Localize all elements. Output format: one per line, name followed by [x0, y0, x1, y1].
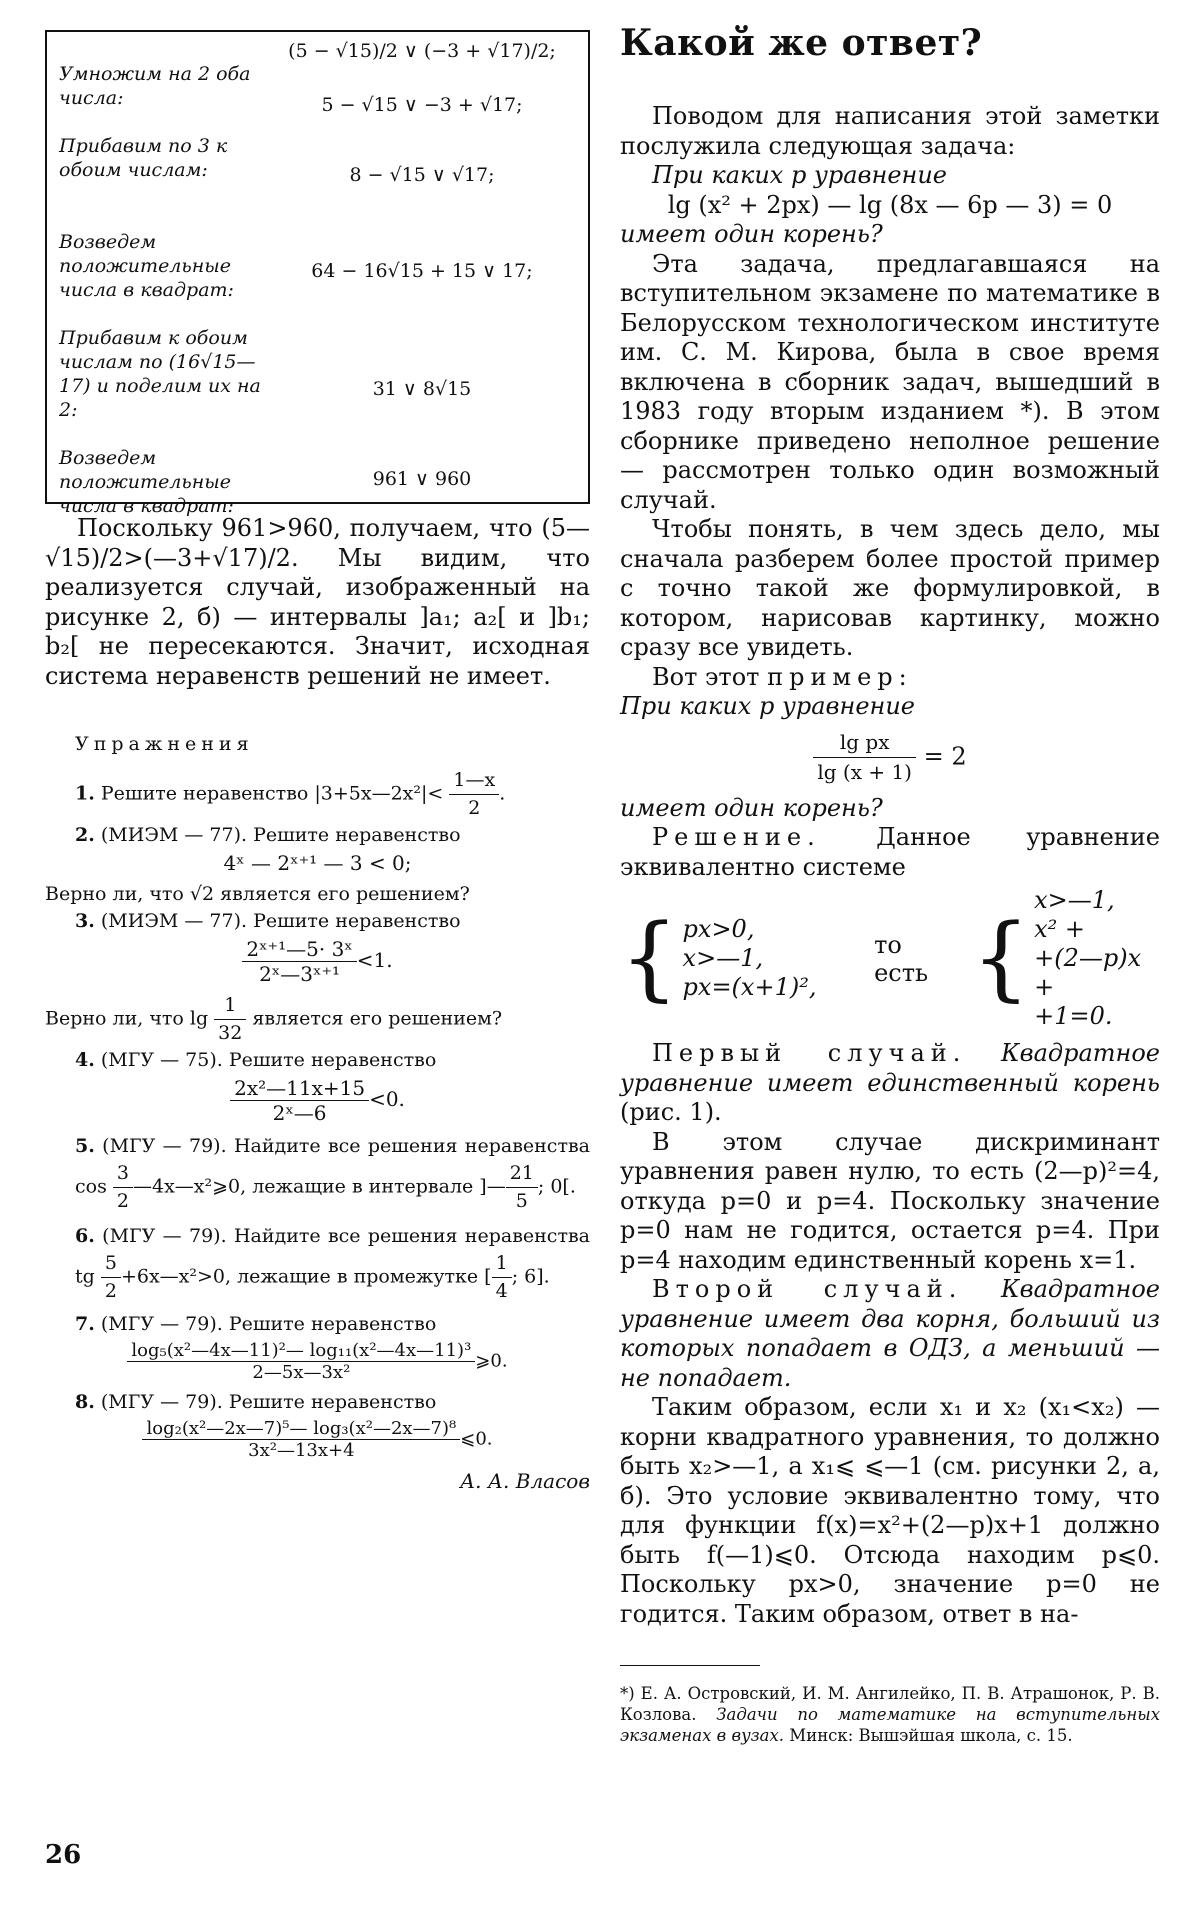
footnote-divider	[620, 1665, 760, 1666]
exercise-2: 2. (МИЭМ — 77). Решите неравенство	[75, 824, 461, 846]
box-expr: 8 − √15 ∨ √17;	[349, 164, 495, 186]
case-1-body: В этом случае дискриминант уравнения равен нулю, то есть (2—p)²=4, откуда p=0 и p=4. Поскольку значение p=0 нам не годится, остается p=4. При p=4 находим единственный корень x=1.	[620, 1127, 1160, 1274]
brace-left: {	[620, 904, 679, 1012]
box-label: Умножим на 2 оба числа:	[59, 63, 251, 109]
system-equations: { px>0, x>—1, px=(x+1)², то есть { x>—1, x² + +(2—p)x + +1=0.	[620, 886, 1142, 1030]
approach-paragraph: Чтобы понять, в чем здесь дело, мы сначала разберем более простой пример с точно такой же формулировкой, в котором, нарисовав картинку, можно сразу все увидеть.	[620, 515, 1160, 661]
context-paragraph: Эта задача, предлагавшаяся на вступительном экзамене по математике в Белорусском технологическом институте им. С. М. Кирова, была в свое время включена в сборник задач, вышедший в 1983 году вторым изданием *). В этом сборнике приведено неполное решение — рассмотрен только один возможный случай.	[620, 249, 1160, 514]
exercise-8: 8. (МГУ — 79). Решите неравенство	[75, 1391, 437, 1413]
comparison-box	[45, 30, 590, 517]
intro-paragraph: Поводом для написания этой заметки послужила следующая задача:	[620, 102, 1160, 160]
right-column	[620, 22, 1160, 1762]
solution-paragraph: Решение. Данное уравнение эквивалентно системе	[620, 823, 1160, 881]
exercise-6: 6. (МГУ — 79). Найдите все решения неравенства tg $\frac{5}{2}$ +6x—x²>0, лежащие в промежутке [ $\frac{1}{4}$ ; 6].	[75, 1225, 590, 1302]
box-label: Возведем положительные числа в квадрат:	[59, 231, 234, 301]
page-number: 26	[45, 1840, 82, 1870]
box-expr: 961 ∨ 960	[372, 468, 472, 490]
case-2: Второй случай. Квадратное уравнение имеет два корня, больший из которых попадает в ОДЗ, а меньший — не попадает.	[620, 1275, 1160, 1392]
author: А. А. Власов	[460, 1469, 590, 1493]
box-expr: 64 − 16√15 + 15 ∨ 17;	[311, 260, 533, 282]
box-expr: 5 − √15 ∨ −3 + √17;	[321, 94, 523, 116]
exercise-2-question: Верно ли, что √2 является его решением?	[45, 883, 470, 905]
case-1: Первый случай. Квадратное уравнение имеет единственный корень (рис. 1).	[620, 1039, 1160, 1126]
problem-question-end: имеет один корень?	[620, 220, 883, 248]
exercise-4: 4. (МГУ — 75). Решите неравенство	[75, 1049, 437, 1071]
example-intro: Вот этот пример:	[652, 662, 913, 691]
exercise-1: 1. Решите неравенство |3+5x—2x²|< $\frac{1—x}{2}$ .	[75, 769, 506, 819]
exercise-2-formula: 4ˣ — 2ˣ⁺¹ — 3 < 0;	[223, 851, 412, 875]
example-question-end: имеет один корень?	[620, 793, 883, 822]
exercises-title: Упражнения	[75, 733, 254, 755]
box-expr: 31 ∨ 8√15	[372, 378, 472, 400]
article-heading: Какой же ответ?	[620, 22, 983, 64]
conclusion-paragraph: Поскольку 961>960, получаем, что (5—√15)/2>(—3+√17)/2. Мы видим, что реализуется случай, изображенный на рисунке 2, б) — интервалы ]a₁; a₂[ и ]b₁; b₂[ не пересекаются. Значит, исходная система неравенств решений не имеет.	[45, 514, 590, 690]
case-2-body: Таким образом, если x₁ и x₂ (x₁<x₂) — корни квадратного уравнения, то должно быть x₂>—1, а x₁⩽ ⩽—1 (см. рисунки 2, а, б). Это условие эквивалентно тому, что для функции f(x)=x²+(2—p)x+1 должно быть f(—1)⩽0. Отсюда находим p⩽0. Поскольку px>0, значение p=0 не годится. Таким образом, ответ в на-	[620, 1393, 1160, 1628]
box-expr: (5 − √15)/2 ∨ (−3 + √17)/2;	[288, 40, 556, 62]
equation-1: lg (x² + 2px) — lg (8x — 6p — 3) = 0	[667, 190, 1113, 219]
box-label: Прибавим по 3 к обоим числам:	[59, 135, 228, 181]
exercise-4-formula: $\frac{\text{2x²—11x+15}}{\text{2ˣ—6}}$ <0.	[45, 1076, 590, 1125]
exercise-3-question: Верно ли, что lg $\frac{1}{32}$ является его решением?	[45, 994, 503, 1044]
exercise-3-formula: $\frac{\text{2ˣ⁺¹—5· 3ˣ}}{\text{2ˣ—3ˣ⁺¹}}$ <1.	[45, 937, 590, 986]
exercise-8-formula: $\frac{\text{log₂(x²—2x—7)⁵— log₃(x²—2x—7)⁸}}{\text{3x²—13x+4}}$ ⩽0.	[45, 1418, 590, 1461]
brace-right: {	[971, 904, 1031, 1012]
left-column	[45, 30, 590, 1493]
footnote: *) Е. А. Островский, И. М. Ангилейко, П. В. Атрашонок, Р. В. Козлова. Задачи по математике на вступительных экзаменах в вузах. Минск: Вышэйшая школа, с. 15.	[620, 1683, 1161, 1745]
problem-question: При каких p уравнение	[652, 161, 948, 189]
exercise-7-formula: $\frac{\text{log₅(x²—4x—11)²— log₁₁(x²—4x—11)³}}{\text{2—5x—3x²}}$ ⩾0.	[45, 1340, 590, 1383]
exercise-3: 3. (МИЭМ — 77). Решите неравенство	[75, 910, 461, 932]
box-label: Возведем положительные числа в квадрат:	[59, 447, 234, 517]
exercise-5: 5. (МГУ — 79). Найдите все решения неравенства cos $\frac{3}{2}$ —4x—x²⩾0, лежащие в интервале ]— $\frac{21}{5}$ ; 0[.	[75, 1135, 590, 1212]
box-label: Прибавим к обоим числам по (16√15—17) и поделим их на 2:	[59, 327, 261, 421]
equation-2: $\frac{\text{lg px}}{\lg (x + 1)}$ = 2	[620, 728, 1160, 788]
box-labels	[59, 62, 264, 518]
exercise-7: 7. (МГУ — 79). Решите неравенство	[75, 1313, 437, 1335]
example-question: При каких p уравнение	[620, 692, 916, 720]
